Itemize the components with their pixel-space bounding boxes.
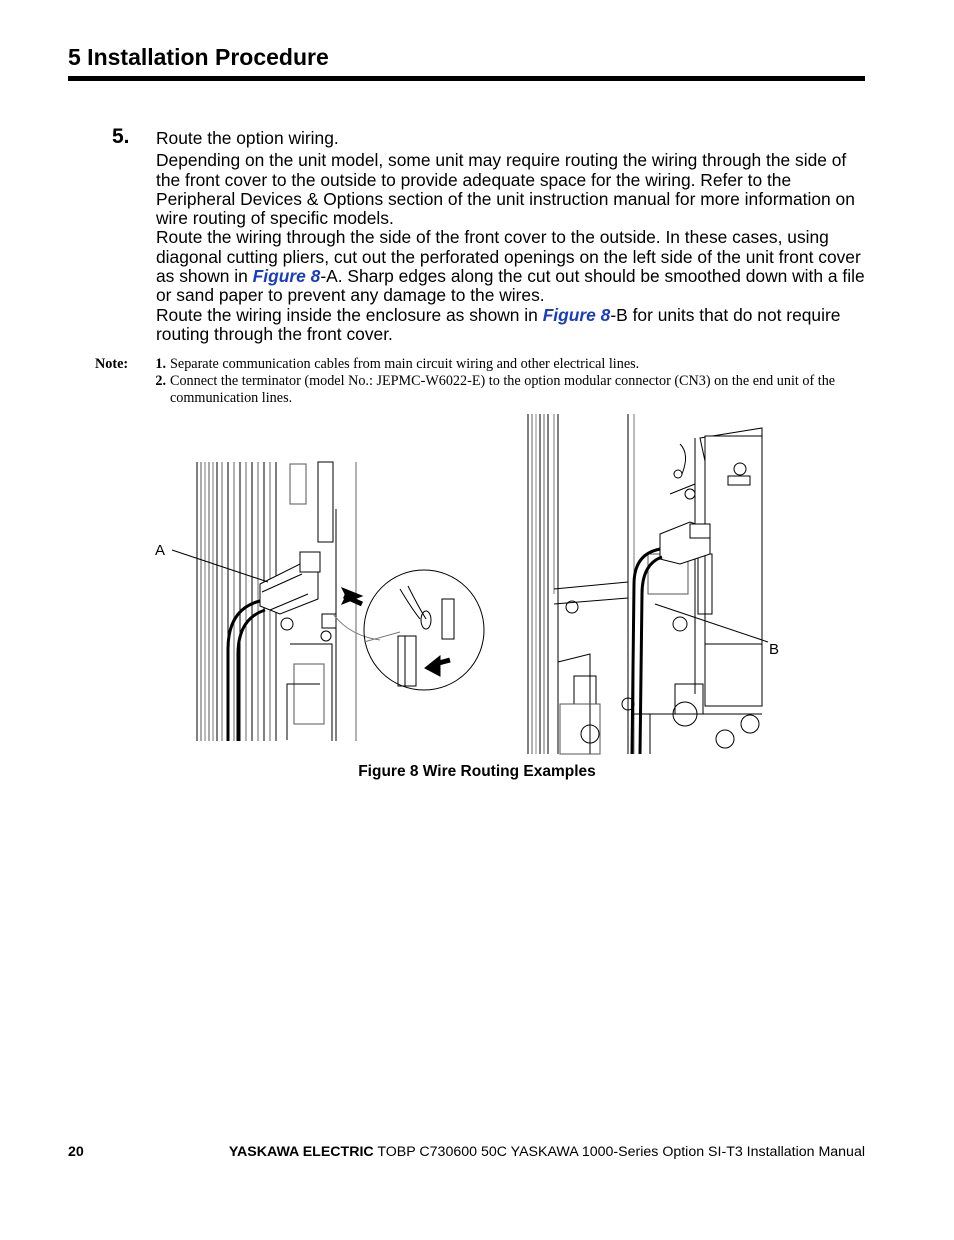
step-paragraph-2-text-a: Route the wiring through the side of the front cover to the outside. In these cases, using diagonal cutting pliers, cut out the perforated openings on the left side of the unit front cover as shown in: [156, 227, 861, 287]
page-number: 20: [68, 1144, 84, 1160]
step-title: Route the option wiring.: [156, 128, 339, 148]
detail-circle: [364, 570, 484, 690]
step-paragraph-2-text-b: -A. Sharp edges along the cut out should be smoothed down with a file or sand paper to prevent any damage to the wires.: [156, 266, 865, 306]
section-rule: [68, 76, 865, 81]
step-number: 5.: [112, 125, 130, 148]
footer-doc-info: [229, 1144, 865, 1160]
wire-routing-illustration: [150, 414, 780, 759]
figure-8-link[interactable]: Figure 8: [252, 266, 321, 287]
step-paragraph-2: [156, 228, 868, 305]
label-b: B: [769, 641, 780, 658]
front-cover-drawing-a: [172, 462, 380, 741]
step-paragraph-3: [156, 306, 868, 345]
figure-8-link-2[interactable]: Figure 8: [542, 304, 611, 325]
note-item-text: Connect the terminator (model No.: JEPMC-W6022-E) to the option modular connector (CN3) on the end unit of the communication lines.: [170, 373, 836, 406]
label-a: A: [155, 542, 166, 559]
figure-8: [150, 414, 780, 759]
enclosure-drawing-b: [528, 414, 768, 754]
step-paragraph-3-text-a: Route the wiring inside the enclosure as shown in: [156, 304, 543, 325]
note-item-number: 1.: [155, 356, 166, 372]
note-label: Note:: [95, 356, 129, 372]
figure-caption: Figure 8 Wire Routing Examples: [358, 763, 596, 780]
step-paragraph-1: Depending on the unit model, some unit may require routing the wiring through the side of the front cover to the outside to provide adequate space for the wiring. Refer to the Peripheral Devices & Options section of the unit instruction manual for more information on wire routing of specific models.: [156, 150, 855, 229]
footer-doc-title: TOBP C730600 50C YASKAWA 1000-Series Option SI-T3 Installation Manual: [373, 1144, 865, 1160]
footer-brand: YASKAWA ELECTRIC: [228, 1144, 374, 1160]
section-title: 5 Installation Procedure: [68, 44, 329, 70]
note-item-text: Separate communication cables from main circuit wiring and other electrical lines.: [170, 356, 640, 372]
step-body: [156, 129, 868, 344]
step-paragraph-3-text-b: -B for units that do not require routing through the front cover.: [156, 304, 841, 344]
note-item-number: 2.: [155, 373, 166, 389]
